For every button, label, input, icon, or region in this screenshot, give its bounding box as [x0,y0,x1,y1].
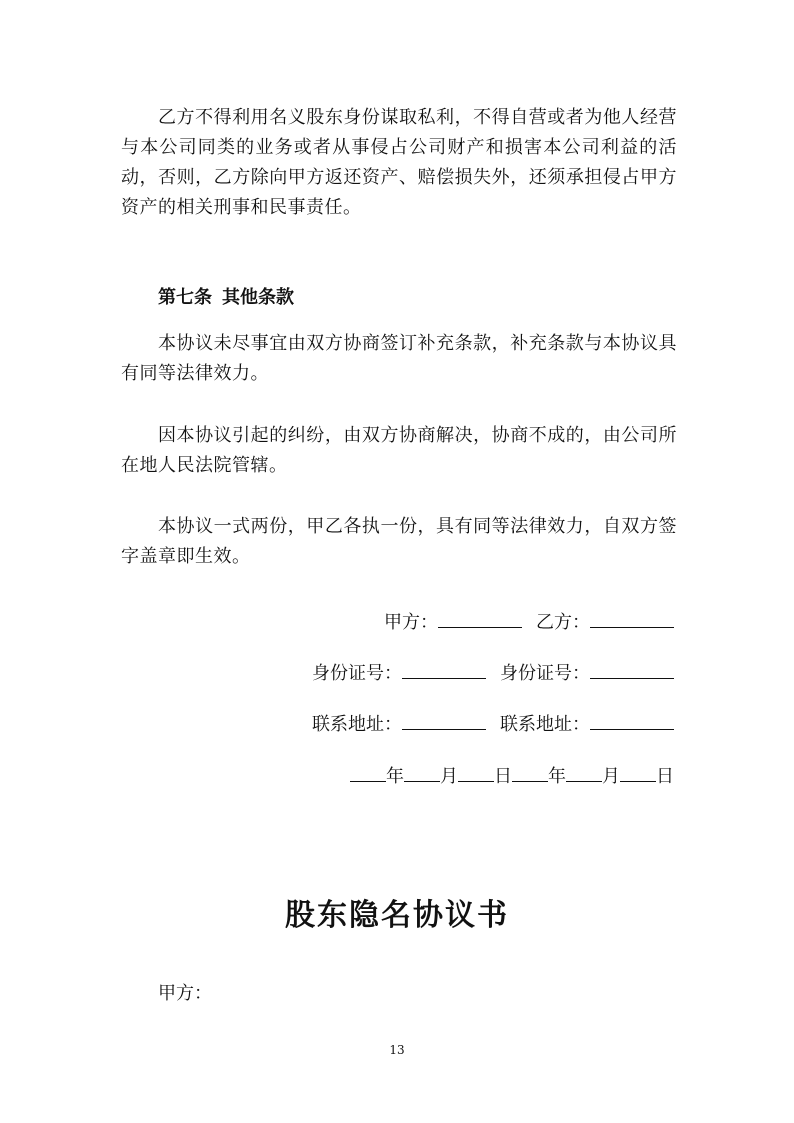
party-a-address-blank [402,711,486,730]
party-a-id-blank [402,660,486,679]
date-b-year-label: 年 [548,766,566,787]
paragraph-supplementary-terms: 本协议未尽事宜由双方协商签订补充条款，补充条款与本协议具有同等法律效力。 [121,333,677,384]
signature-row-parties [384,608,674,634]
article-number: 第七条 [158,287,212,308]
date-a-day-blank [458,763,494,782]
date-a-year-label: 年 [386,766,404,787]
document-title: 股东隐名协议书 [285,898,509,933]
page-number: 13 [389,1043,405,1057]
paragraph-nominee-obligations: 乙方不得利用名义股东身份谋取私利，不得自营或者为他人经营与本公司同类的业务或者从事侵占公司财产和损害本公司利益的活动，否则，乙方除向甲方返还资产、赔偿损失外，还须承担侵占甲方资产的相关刑事和民事责任。 [121,107,677,218]
party-a-blank [438,609,522,628]
date-b-day-blank [620,763,656,782]
party-b-id-blank [590,660,674,679]
signature-row-dates [350,762,674,788]
article-7-heading [158,283,294,309]
date-b-year-blank [512,763,548,782]
party-a-address-label: 联系地址： [312,714,402,735]
paragraph-dispute-resolution: 因本协议引起的纠纷，由双方协商解决，协商不成的，由公司所在地人民法院管辖。 [121,425,677,476]
date-a-month-label: 月 [440,766,458,787]
date-a-month-blank [404,763,440,782]
next-party-a-label: 甲方： [158,983,212,1004]
article-title: 其他条款 [222,287,294,308]
party-b-address-blank [590,711,674,730]
signature-row-addresses [312,710,674,736]
party-b-id-label: 身份证号： [500,663,590,684]
date-b-day-label: 日 [656,766,674,787]
party-a-id-label: 身份证号： [312,663,402,684]
paragraph-copies-effectiveness: 本协议一式两份，甲乙各执一份，具有同等法律效力，自双方签字盖章即生效。 [121,516,677,567]
date-b-month-blank [566,763,602,782]
party-b-blank [590,609,674,628]
party-b-label: 乙方： [536,612,590,633]
party-b-address-label: 联系地址： [500,714,590,735]
date-b-month-label: 月 [602,766,620,787]
date-a-day-label: 日 [494,766,512,787]
party-a-label: 甲方： [384,612,438,633]
signature-row-id-numbers [312,659,674,685]
date-a-year-blank [350,763,386,782]
